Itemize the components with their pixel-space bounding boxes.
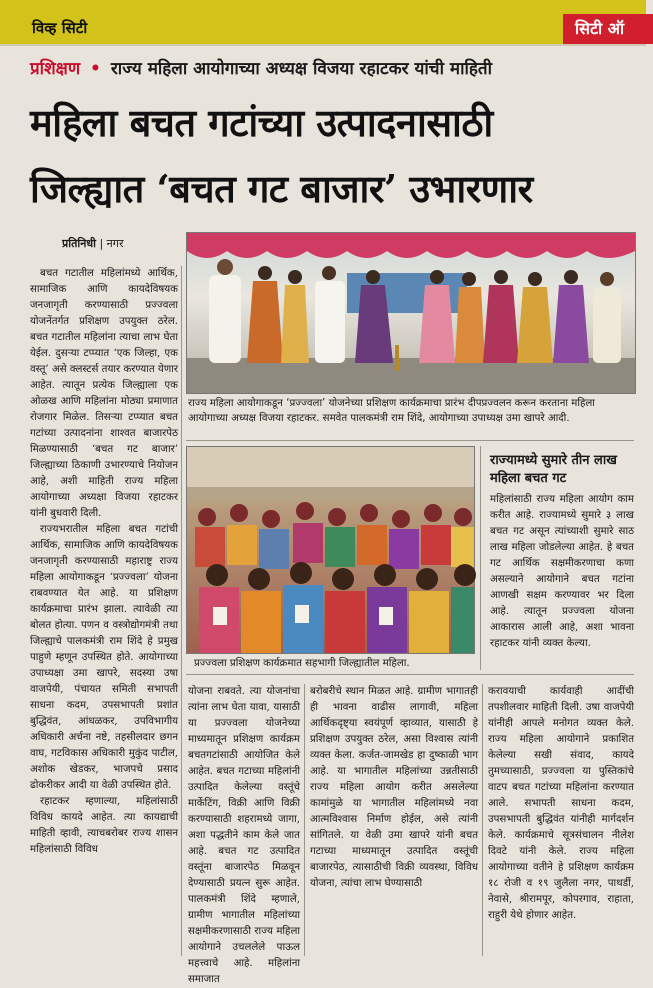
byline-name: प्रतिनिधी [62, 237, 96, 250]
article-column-2 [188, 684, 300, 985]
photo-inauguration [186, 232, 636, 394]
photo1-caption: राज्य महिला आयोगाकडून ‘प्रज्ज्वला’ योजनेच्या प्रशिक्षण कार्यक्रमाचा प्रारंभ दीपप्रज्वलन करून करताना महिला आयोगाच्या अध्यक्ष विजया रहाटकर. समवेत पालकमंत्री राम शिंदे, आयोगाच्या उपाध्यक्ष उमा खापरे आदी. [188, 398, 595, 424]
article-column-3 [310, 684, 478, 956]
masthead-bar [0, 0, 646, 44]
byline-place: नगर [106, 237, 124, 250]
paragraph: बरोबरीचे स्थान मिळत आहे. ग्रामीण भागातही ही भावना वाढीस लागावी, महिला आर्थिकदृष्ट्या स्वयंपूर्ण व्हाव्यात, यासाठी हे प्रशिक्षण उपयुक्त ठरेल, असा विश्वास त्यांनी व्यक्त केला. कर्जत-जामखेड हा दुष्काळी भाग आहे. या भागातील महिलांच्या उन्नतीसाठी राज्य महिला आयोग करीत असलेल्या कामांमुळे या भागातील महिलांमध्ये नवा आत्मविश्वास निर्माण होईल, असे त्यांनी सांगितले. या वेळी उमा खापरे यांनी बचत गटाच्या माध्यमातून उत्पादित वस्तूंची बाजारपेठ, त्यासाठीची विक्री व्यवस्था, विविध योजना, त्यांचा लाभ घेण्यासाठी [310, 686, 478, 889]
photo2-caption: प्रज्ज्वला प्रशिक्षण कार्यक्रमात सहभागी जिल्ह्यातील महिला. [194, 658, 410, 669]
kicker [30, 56, 635, 79]
photo-audience-illustration [187, 447, 474, 653]
sidebox-heading: राज्यामध्ये सुमारे तीन लाख महिला बचत गट [490, 453, 617, 486]
kicker-separator: • [90, 59, 101, 79]
photo-inauguration-illustration [187, 233, 635, 393]
column-rule [304, 684, 305, 956]
paragraph: योजना राबवते. त्या योजनांचा त्यांना लाभ घेता यावा, यासाठी या प्रज्ज्वला योजनेच्या माध्यमातून प्रशिक्षण कार्यक्रम बचतगटांसाठी आयोजित केले आहेत. बचत गटाच्या महिलांनी उत्पादित केलेल्या वस्तूंचे मार्केटिंग, विक्री आणि विक्री करण्यासाठी शहरामध्ये जागा, अशा पद्धतीने काम केले जात आहे. बचत गट उत्पादित वस्तूंना बाजारपेठ मिळवून देण्यासाठी प्रयत्न सुरू आहेत. पालकमंत्री शिंदे म्हणाले, ग्रामीण भागातील महिलांच्या सक्षमीकरणासाठी राज्य महिला आयोगाने उचललेले पाऊल महत्त्वाचे आहे. महिलांना समाजात [188, 686, 300, 985]
column-rule [482, 684, 483, 956]
section-rule [186, 440, 634, 441]
headline-line-2: जिल्ह्यात ‘बचत गट बाजार’ उभारणार [30, 166, 533, 211]
paragraph: महिलांसाठी राज्य महिला आयोग काम करीत आहे. राज्यामध्ये सुमारे ३ लाख बचत गट असून त्यांच्याशी सुमारे साठ लाख महिला जोडलेल्या आहेत. हे बचत गट आर्थिक सक्षमीकरणाचा कणा असल्याने आयोगाने बचत गटांना आणखी सक्षम करण्यावर भर दिला आहे. त्यातून प्रज्ज्वला योजना आकारास आली आहे, अशा भावना रहाटकर यांनी व्यक्त केल्या. [490, 494, 634, 649]
sidebox-body [490, 492, 634, 672]
section-rule [186, 674, 634, 675]
brand-title: विव्ह सिटी [32, 19, 88, 37]
article-column-1 [30, 266, 178, 956]
byline [62, 236, 123, 251]
article-column-4 [488, 684, 634, 956]
column-rule [480, 446, 481, 670]
section-tag: सिटी ऑ [563, 14, 653, 44]
column-rule [181, 266, 182, 956]
masthead-rule [0, 44, 646, 46]
byline-sep: | [99, 237, 104, 250]
paragraph: राज्यभरातील महिला बचत गटांची आर्थिक, सामाजिक आणि कायदेविषयक जनजागृती करण्यासाठी महाराष्ट्र राज्य महिला आयोगाकडून ‘प्रज्ज्वला’ योजना राबवण्यात येत आहे. या प्रशिक्षण कार्यक्रमाचा प्रारंभ झाला. त्यावेळी त्या बोलत होत्या. पणन व वस्त्रोद्योगमंत्री तथा जिल्ह्याचे पालकमंत्री राम शिंदे हे प्रमुख पाहुणे म्हणून उपस्थित होते. आयोगाच्या उपाध्यक्षा उमा खापरे, सदस्या उषा वाजपेयी, पंचायत समिती सभापती साधना कदम, उपसभापती प्रशांत बुद्धिवंत, आंधळकर, उपविभागीय अधिकारी अर्चना नष्टे, तहसीलदार छगन वाघ, गटविकास अधिकारी मुकुंद पाटील, अशोक खेडकर, भाजपचे प्रसाद ढोकरीकर आदी या वेळी उपस्थित होते. [30, 524, 178, 791]
paragraph: बचत गटातील महिलांमध्ये आर्थिक, सामाजिक आणि कायदेविषयक जनजागृती करण्यासाठी प्रज्ज्वला योजनेंतर्गत प्रशिक्षण उपयुक्त ठरेल. बचत गटातील महिलांना त्याचा लाभ घेता येईल. दुसऱ्या टप्प्यात ‘एक जिल्हा, एक वस्तू’ असे क्लस्टर्स तयार करण्यात येणार आहेत. त्यातून प्रत्येक जिल्ह्याला एक ओळख आणि महिलांना मोठ्या प्रमाणात रोजगार मिळेल. तिसऱ्या टप्प्यात बचत गटांच्या उत्पादनांना शाश्वत बाजारपेठ मिळण्यासाठी ‘बचत गट बाजार’ जिल्ह्याच्या ठिकाणी उभारण्याचे नियोजन आहे, अशी माहिती राज्य महिला आयोगाच्या अध्यक्षा विजया रहाटकर यांनी बुधवारी दिली. [30, 268, 178, 519]
headline-line-1: महिला बचत गटांच्या उत्पादनासाठी [30, 100, 493, 145]
paragraph: रहाटकर म्हणाल्या, महिलांसाठी विविध कायदे आहेत. त्या कायद्याची माहिती व्हावी, त्याचबरोबर राज्य शासन महिलांसाठी विविध [30, 796, 178, 855]
paragraph: करावयाची कार्यवाही आदींची तपशीलवार माहिती दिली. उषा वाजपेयी यांनीही आपले मनोगत व्यक्त केले. राज्य महिला आयोगाने प्रकाशित केलेल्या सखी संवाद, कायदे तुमच्यासाठी, प्रज्ज्वला या पुस्तिकांचे वाटप बचत गटांच्या महिलांना करण्यात आले. सभापती साधना कदम, उपसभापती बुद्धिवंत यांनीही मार्गदर्शन केले. कार्यक्रमाचे सूत्रसंचालन नीलेश दिवटे यांनी केले. राज्य महिला आयोगाच्या वतीने हे प्रशिक्षण कार्यक्रम १८ रोजी व १९ जुलैला नगर, पाथर्डी, नेवासे, श्रीरामपूर, कोपरगाव, राहाता, राहुरी येथे होणार आहेत. [488, 686, 634, 921]
photo-audience [186, 446, 475, 654]
kicker-text: राज्य महिला आयोगाच्या अध्यक्ष विजया रहाटकर यांची माहिती [110, 59, 493, 79]
kicker-label: प्रशिक्षण [30, 59, 81, 79]
